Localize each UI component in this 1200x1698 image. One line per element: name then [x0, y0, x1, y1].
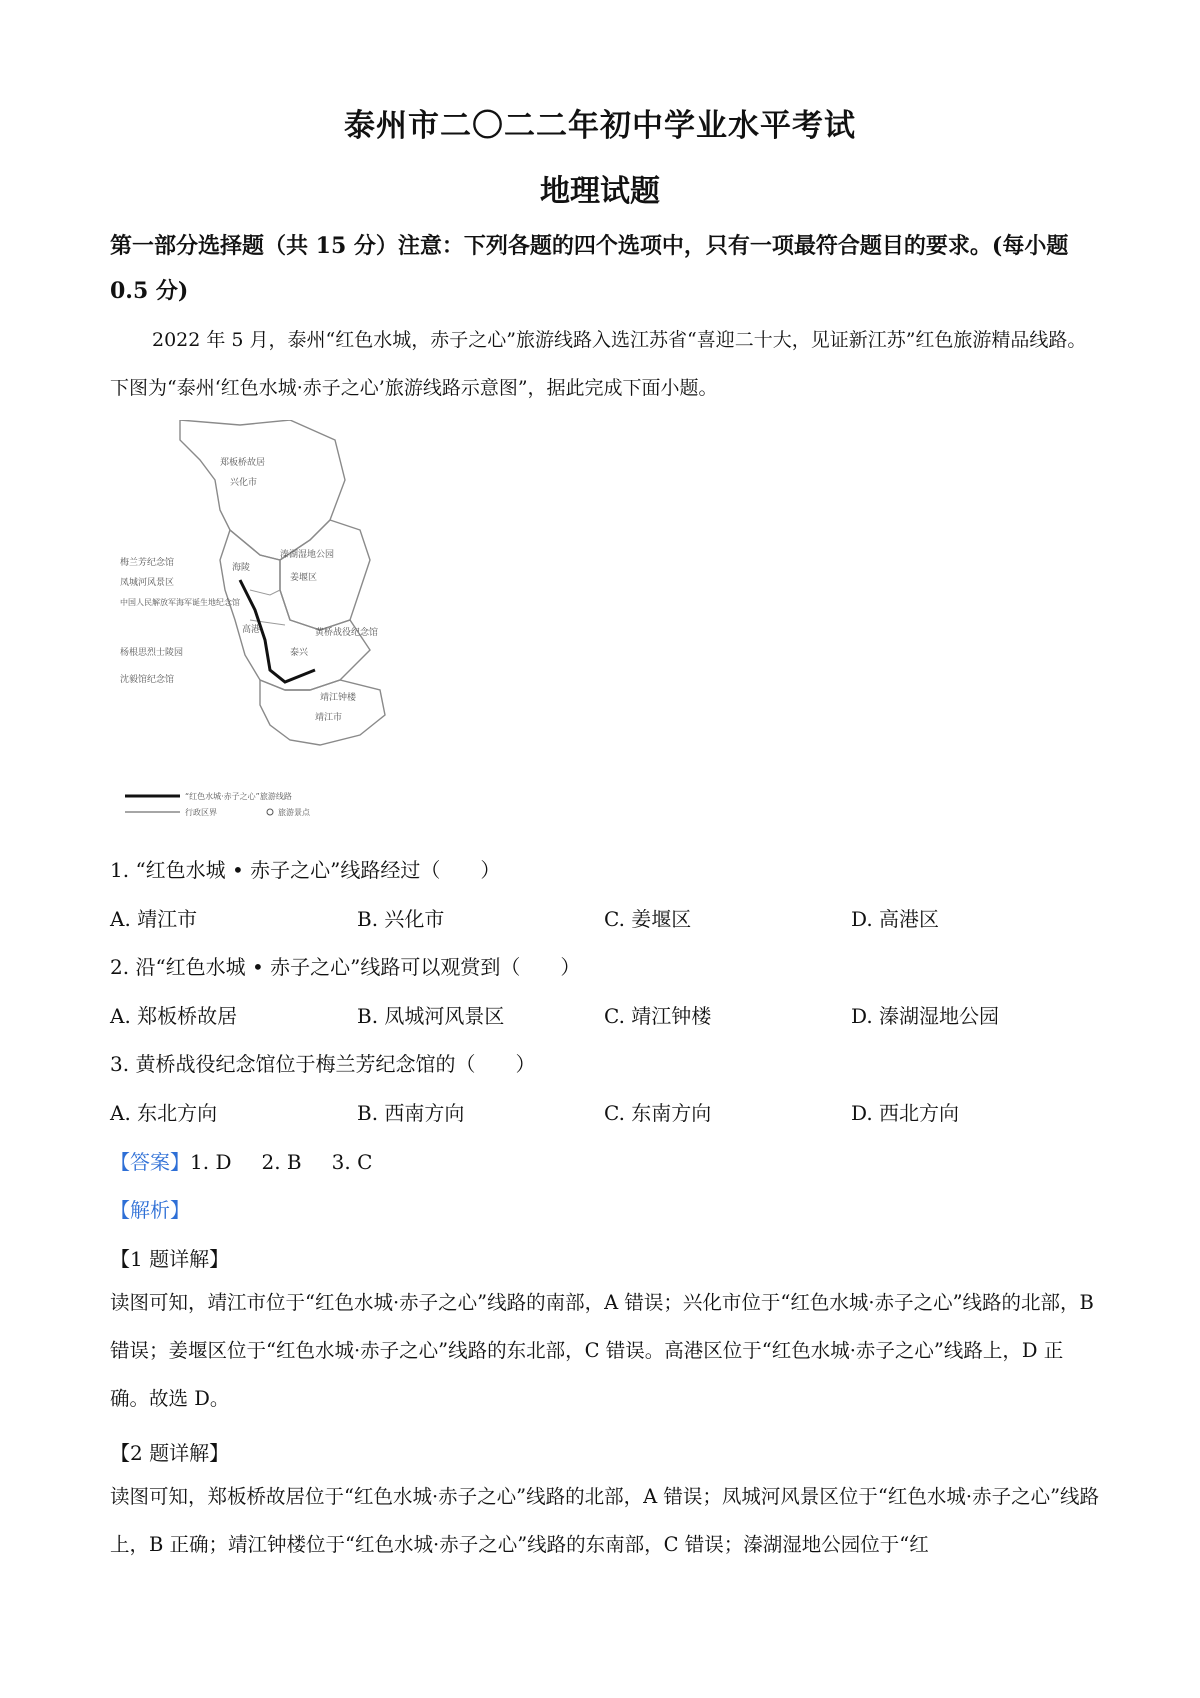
q2-option-c: C. 靖江钟楼	[604, 1004, 712, 1028]
legend-boundary-label: 行政区界	[185, 808, 217, 817]
answer-3: 3. C	[331, 1150, 373, 1174]
answer-2: 2. B	[261, 1150, 302, 1174]
q2-option-b: B. 凤城河风景区	[357, 1004, 505, 1028]
answer-1: 1. D	[190, 1150, 232, 1174]
label-shenyi: 沈毅馆纪念馆	[120, 675, 175, 685]
q3-option-d: D. 西北方向	[851, 1101, 960, 1125]
label-yangzi: 杨根思烈士陵园	[120, 648, 184, 658]
label-zhengbanqiao: 郑板桥故居	[220, 458, 266, 468]
q1-option-d: D. 高港区	[851, 907, 940, 931]
question-1-stem: 1. “红色水城 • 赤子之心”线路经过（ ）	[110, 858, 501, 882]
section-instructions: 第一部分选择题（共 15 分）注意：下列各题的四个选项中，只有一项最符合题目的要求。(每小题 0.5 分)	[110, 233, 1069, 304]
legend-spot-mark	[267, 809, 273, 815]
label-jingjiang: 靖江市	[315, 713, 343, 723]
q3-option-c: C. 东南方向	[604, 1101, 712, 1125]
label-huangqiao: 黄桥战役纪念馆	[315, 628, 379, 638]
label-navy: 中国人民解放军海军诞生地纪念馆	[120, 598, 240, 607]
q1-option-a: A. 靖江市	[110, 907, 198, 931]
q1-option-c: C. 姜堰区	[604, 907, 692, 931]
analysis-label: 【解析】	[110, 1198, 190, 1222]
answer-line	[110, 1146, 372, 1175]
label-qinhu: 溱湖湿地公园	[280, 550, 335, 560]
q3-option-b: B. 西南方向	[357, 1101, 465, 1125]
q2-detail-heading: 【2 题详解】	[110, 1441, 230, 1465]
question-3-stem: 3. 黄桥战役纪念馆位于梅兰芳纪念馆的（ ）	[110, 1052, 536, 1076]
question-2-stem: 2. 沿“红色水城 • 赤子之心”线路可以观赏到（ ）	[110, 955, 581, 979]
label-jingjiang-bell: 靖江钟楼	[320, 693, 357, 703]
q2-option-a: A. 郑板桥故居	[110, 1004, 238, 1028]
q1-detail-text: 读图可知，靖江市位于“红色水城·赤子之心”线路的南部，A 错误；兴化市位于“红色水城·赤子之心”线路的北部，B 错误；姜堰区位于“红色水城·赤子之心”线路的东北部，C 错误。高港区位于“红色水城·赤子之心”线路上，D 正确。故选 D。	[110, 1291, 1094, 1410]
q1-detail-heading: 【1 题详解】	[110, 1247, 230, 1271]
q1-option-b: B. 兴化市	[357, 907, 445, 931]
exam-title: 泰州市二〇二二年初中学业水平考试	[344, 108, 856, 144]
route-map-figure	[120, 420, 470, 820]
label-meilanfang: 梅兰芳纪念馆	[120, 558, 175, 568]
legend-route-label: “红色水城·赤子之心”旅游线路	[185, 792, 292, 801]
label-xinghua: 兴化市	[230, 478, 258, 488]
xinghua-boundary	[180, 420, 345, 560]
label-hailing: 海陵	[232, 563, 251, 573]
answer-label: 【答案】	[110, 1150, 190, 1174]
q2-option-d: D. 溱湖湿地公园	[851, 1004, 1000, 1028]
legend-spot-label: 旅游景点	[278, 808, 310, 817]
intro-paragraph: 2022 年 5 月，泰州“红色水城，赤子之心”旅游线路入选江苏省“喜迎二十大，见证新江苏”红色旅游精品线路。下图为“泰州‘红色水城·赤子之心’旅游线路示意图”，据此完成下面小题。	[110, 329, 1087, 399]
label-gaogang: 高港	[242, 625, 261, 635]
q2-detail-text: 读图可知，郑板桥故居位于“红色水城·赤子之心”线路的北部，A 错误；凤城河风景区位于“红色水城·赤子之心”线路上，B 正确；靖江钟楼位于“红色水城·赤子之心”线路的东南部，C 错误；溱湖湿地公园位于“红	[110, 1485, 1100, 1556]
label-taixing: 泰兴	[290, 648, 309, 658]
label-fengcheng: 凤城河风景区	[120, 578, 175, 588]
q3-option-a: A. 东北方向	[110, 1101, 218, 1125]
route-map-svg	[120, 420, 470, 820]
exam-subtitle: 地理试题	[540, 174, 660, 209]
label-jiangyan: 姜堰区	[290, 573, 318, 583]
